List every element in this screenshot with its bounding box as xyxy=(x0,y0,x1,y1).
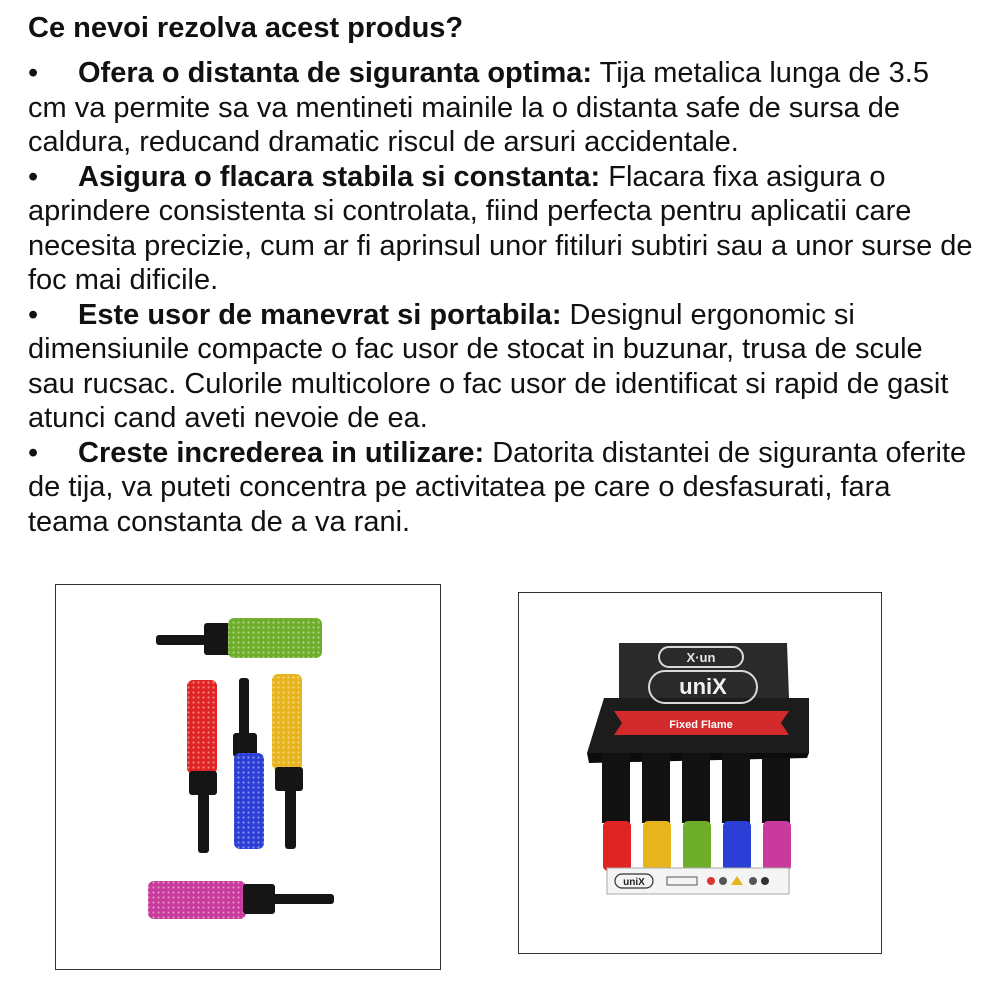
benefit-item xyxy=(28,298,973,436)
benefit-title: Asigura o flacara stabila si constanta: xyxy=(78,160,601,193)
benefit-text: Flacara fixa asigura o aprindere consistenta si controlata, fiind perfecta pentru aplicatii care necesita precizie, cum ar fi aprinsul unor fitiluri subtiri sau a unor surse de foc mai dificile. xyxy=(28,160,973,296)
benefits-list xyxy=(28,56,973,539)
benefit-item xyxy=(28,56,973,160)
lighters-illustration xyxy=(56,585,440,969)
ribbon-text: Fixed Flame xyxy=(669,719,733,731)
benefit-text: Tija metalica lunga de 3.5 cm va permite sa va mentineti mainile la o distanta safe de sursa de caldura, reducand dramatic riscul de arsuri accidentale. xyxy=(28,57,929,158)
bullet-symbol: • xyxy=(28,298,39,331)
benefit-title: Ofera o distanta de siguranta optima: xyxy=(78,57,593,89)
main-brand-text: uniX xyxy=(679,674,727,699)
lid-brand-text: X·un xyxy=(686,650,716,665)
box-front xyxy=(607,868,789,894)
benefit-title: Creste increderea in utilizare: xyxy=(78,436,485,469)
bullet-symbol: • xyxy=(28,57,39,89)
benefit-text: Datorita distantei de siguranta oferite de tija, va puteti concentra pe activitatea pe care o desfasurati, fara teama constanta de a va rani. xyxy=(28,436,967,538)
benefit-item xyxy=(28,160,973,298)
red-lighter xyxy=(187,680,217,853)
display-box-photo xyxy=(518,592,882,954)
pink-lighter xyxy=(148,881,334,919)
yellow-lighter xyxy=(272,674,303,849)
benefit-title: Este usor de manevrat si portabila: xyxy=(78,298,562,331)
page-title: Ce nevoi rezolva acest produs? xyxy=(28,12,464,44)
box-lid xyxy=(587,643,809,763)
bullet-symbol: • xyxy=(28,160,39,193)
benefit-item xyxy=(28,436,973,540)
display-box-illustration xyxy=(519,593,881,953)
bullet-symbol: • xyxy=(28,436,39,469)
blue-lighter xyxy=(233,678,264,849)
front-brand-text: uniX xyxy=(623,877,645,888)
tray-lighters xyxy=(602,753,791,871)
lighters-photo xyxy=(55,584,441,970)
green-lighter xyxy=(156,618,322,658)
benefit-text: Designul ergonomic si dimensiunile compacte o fac usor de stocat in buzunar, trusa de scule sau rucsac. Culorile multicolore o fac usor de identificat si rapid de gasit atunci cand aveti nevoie de ea. xyxy=(28,298,949,434)
